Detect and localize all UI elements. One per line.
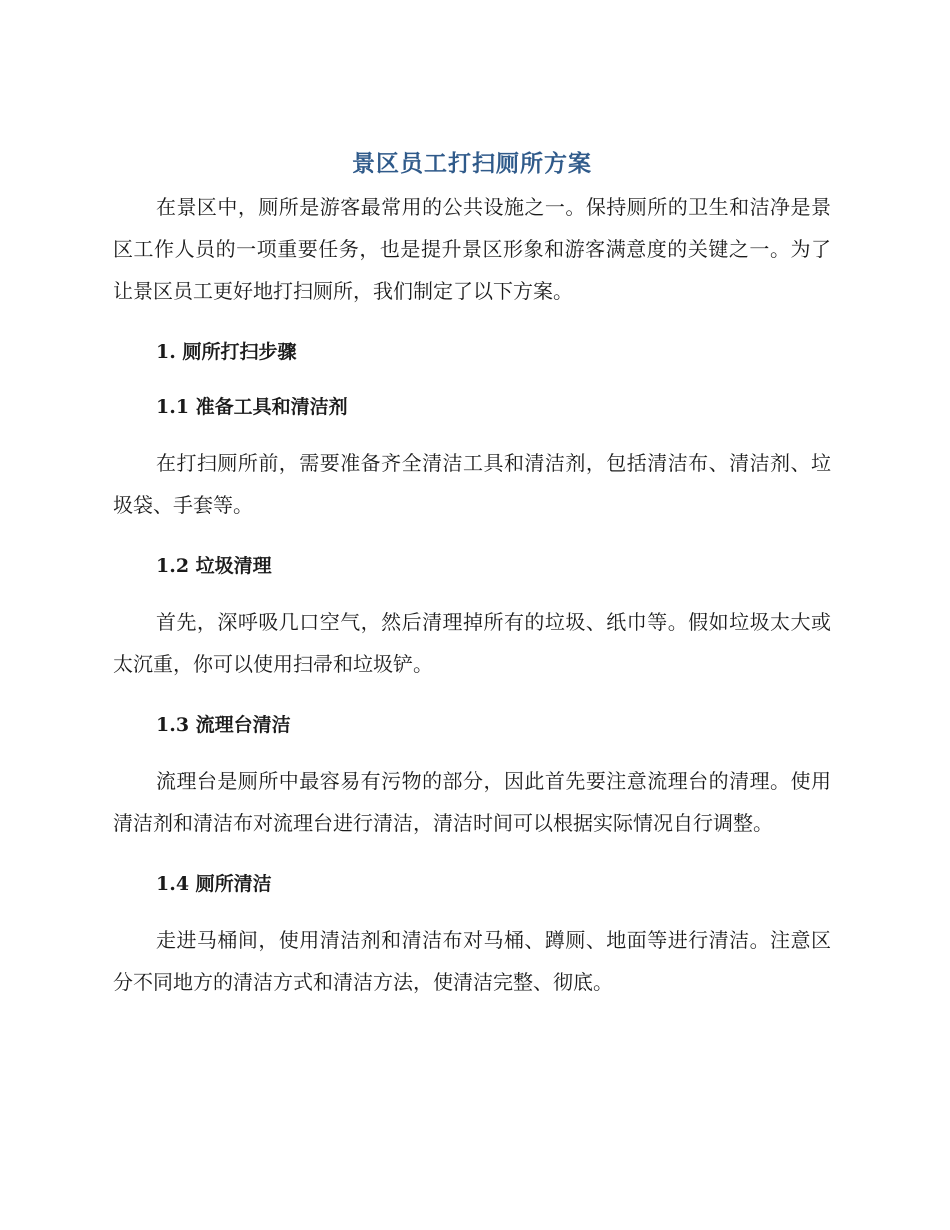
- section-heading-steps: 1. 厕所打扫步骤: [156, 341, 297, 363]
- subsection-heading-counter: 1.3 流理台清洁: [156, 714, 291, 736]
- subsection-heading-tools: 1.1 准备工具和清洁剂: [156, 396, 348, 418]
- subsection-heading-garbage: 1.2 垃圾清理: [156, 555, 272, 577]
- subsection-body-counter: 流理台是厕所中最容易有污物的部分，因此首先要注意流理台的清理。使用清洁剂和清洁布对流理台进行清洁，清洁时间可以根据实际情况自行调整。: [113, 769, 831, 835]
- subsection-body-tools: 在打扫厕所前，需要准备齐全清洁工具和清洁剂，包括清洁布、清洁剂、垃圾袋、手套等。: [113, 451, 831, 517]
- subsection-heading-toilet: 1.4 厕所清洁: [156, 873, 272, 895]
- subsection-body-garbage: 首先，深呼吸几口空气，然后清理掉所有的垃圾、纸巾等。假如垃圾太大或太沉重，你可以使用扫帚和垃圾铲。: [113, 610, 831, 676]
- document-page: [113, 146, 831, 1003]
- intro-paragraph: 在景区中，厕所是游客最常用的公共设施之一。保持厕所的卫生和洁净是景区工作人员的一项重要任务，也是提升景区形象和游客满意度的关键之一。为了让景区员工更好地打扫厕所，我们制定了以下方案。: [113, 195, 831, 303]
- document-title: 景区员工打扫厕所方案: [352, 151, 592, 177]
- subsection-body-toilet: 走进马桶间，使用清洁剂和清洁布对马桶、蹲厕、地面等进行清洁。注意区分不同地方的清洁方式和清洁方法，使清洁完整、彻底。: [113, 928, 831, 994]
